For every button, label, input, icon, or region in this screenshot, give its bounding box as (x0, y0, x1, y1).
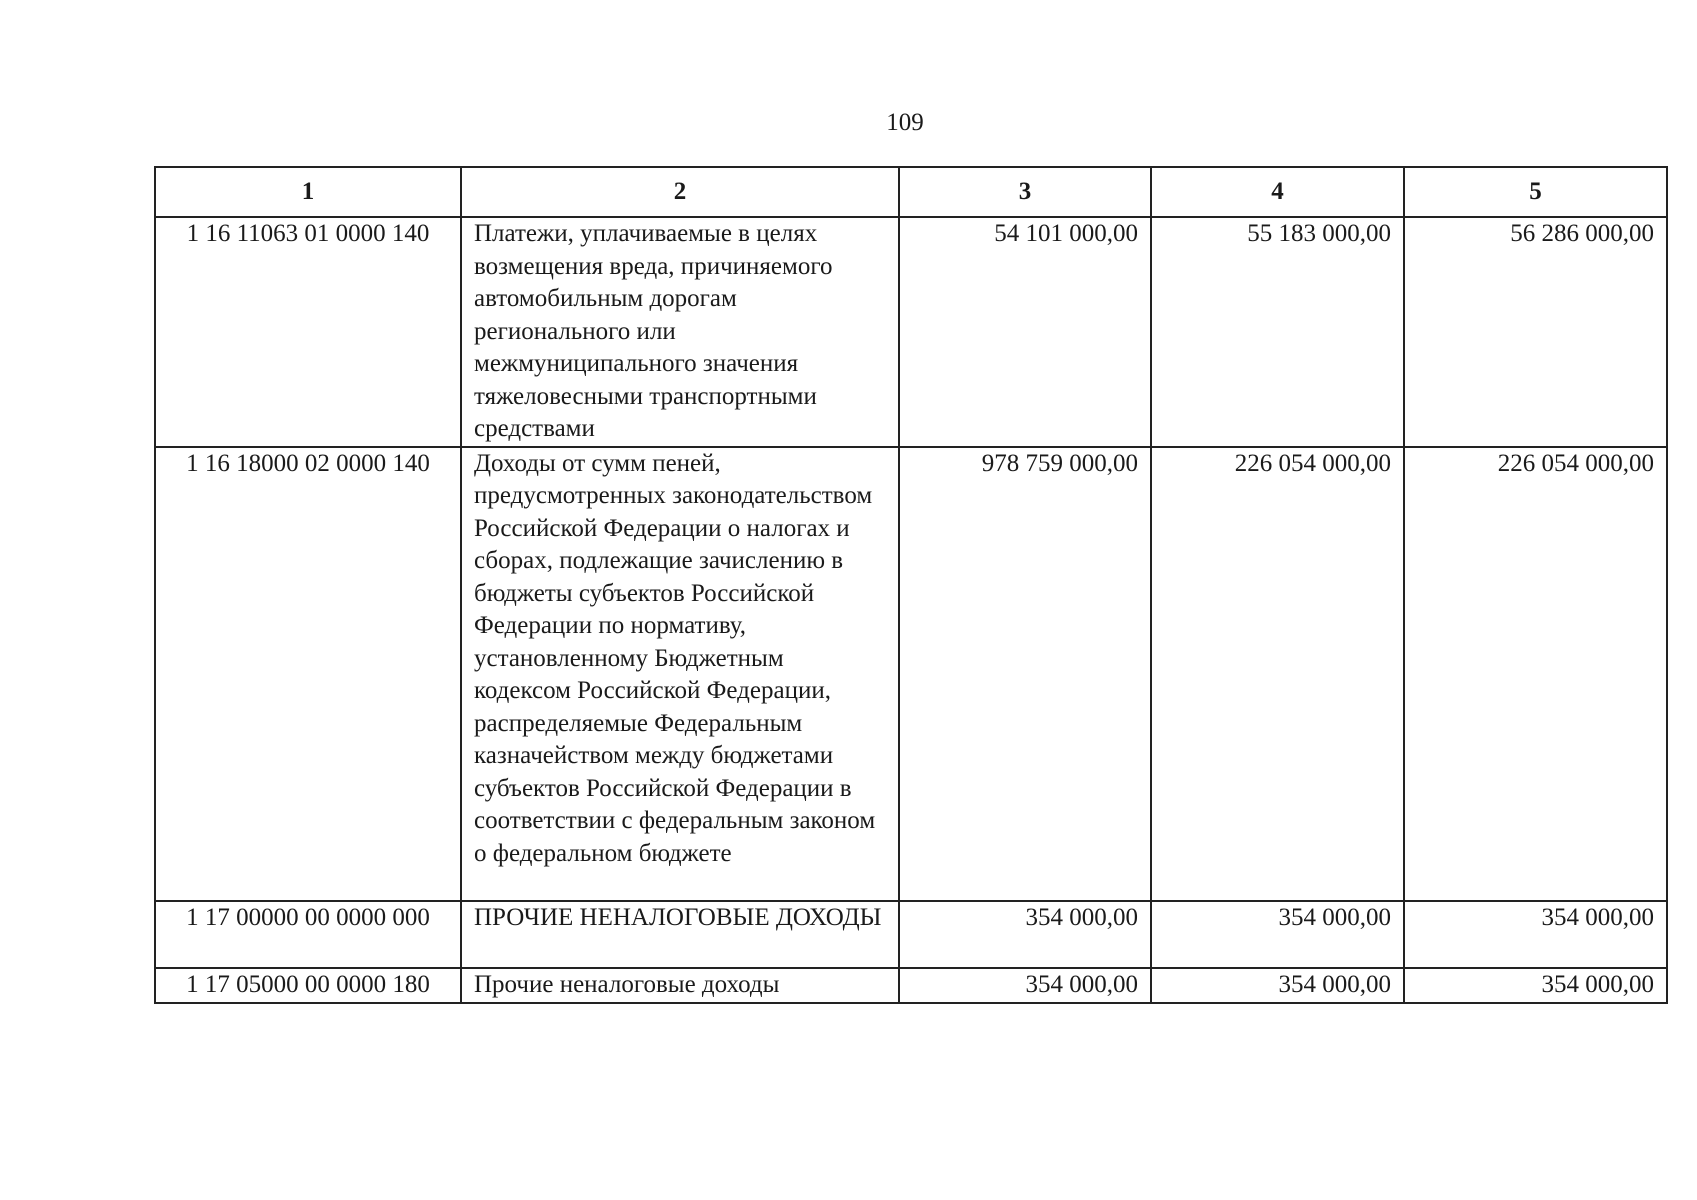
revenue-name-cell: ПРОЧИЕ НЕНАЛОГОВЫЕ ДОХОДЫ (461, 901, 899, 968)
column-header-1: 1 (155, 167, 461, 217)
amount-col4-cell: 226 054 000,00 (1151, 447, 1404, 901)
revenue-name-cell: Доходы от сумм пеней, предусмотренных законодательством Российской Федерации о налогах и сборах, подлежащие зачислению в бюджеты субъектов Российской Федерации по нормативу, установленному Бюджетным кодексом Российской Федерации, распределяемые Федеральным казначейством между бюджетами субъектов Российской Федерации в соответствии с федеральным законом о федеральном бюджете (461, 447, 899, 901)
budget-code-cell: 1 17 00000 00 0000 000 (155, 901, 461, 968)
column-header-3: 3 (899, 167, 1151, 217)
amount-col4-cell: 354 000,00 (1151, 968, 1404, 1003)
amount-col3-cell: 354 000,00 (899, 901, 1151, 968)
budget-code-cell: 1 17 05000 00 0000 180 (155, 968, 461, 1003)
revenue-name-cell: Платежи, уплачиваемые в целях возмещения вреда, причиняемого автомобильным дорогам регионального или межмуниципального значения тяжеловесными транспортными средствами (461, 217, 899, 447)
amount-col5-cell: 354 000,00 (1404, 901, 1667, 968)
budget-code-cell: 1 16 18000 02 0000 140 (155, 447, 461, 901)
amount-col5-cell: 56 286 000,00 (1404, 217, 1667, 447)
amount-col3-cell: 54 101 000,00 (899, 217, 1151, 447)
revenue-name-cell: Прочие неналоговые доходы (461, 968, 899, 1003)
amount-col3-cell: 978 759 000,00 (899, 447, 1151, 901)
column-header-5: 5 (1404, 167, 1667, 217)
page-number: 109 (886, 109, 924, 136)
table-row (155, 901, 1667, 968)
amount-col3-cell: 354 000,00 (899, 968, 1151, 1003)
table-row (155, 217, 1667, 447)
table-row (155, 447, 1667, 901)
budget-code-cell: 1 16 11063 01 0000 140 (155, 217, 461, 447)
amount-col4-cell: 55 183 000,00 (1151, 217, 1404, 447)
amount-col5-cell: 354 000,00 (1404, 968, 1667, 1003)
table-header-row (155, 167, 1667, 217)
column-header-2: 2 (461, 167, 899, 217)
table-row (155, 968, 1667, 1003)
column-header-4: 4 (1151, 167, 1404, 217)
budget-revenue-table (154, 166, 1668, 1004)
amount-col5-cell: 226 054 000,00 (1404, 447, 1667, 901)
amount-col4-cell: 354 000,00 (1151, 901, 1404, 968)
